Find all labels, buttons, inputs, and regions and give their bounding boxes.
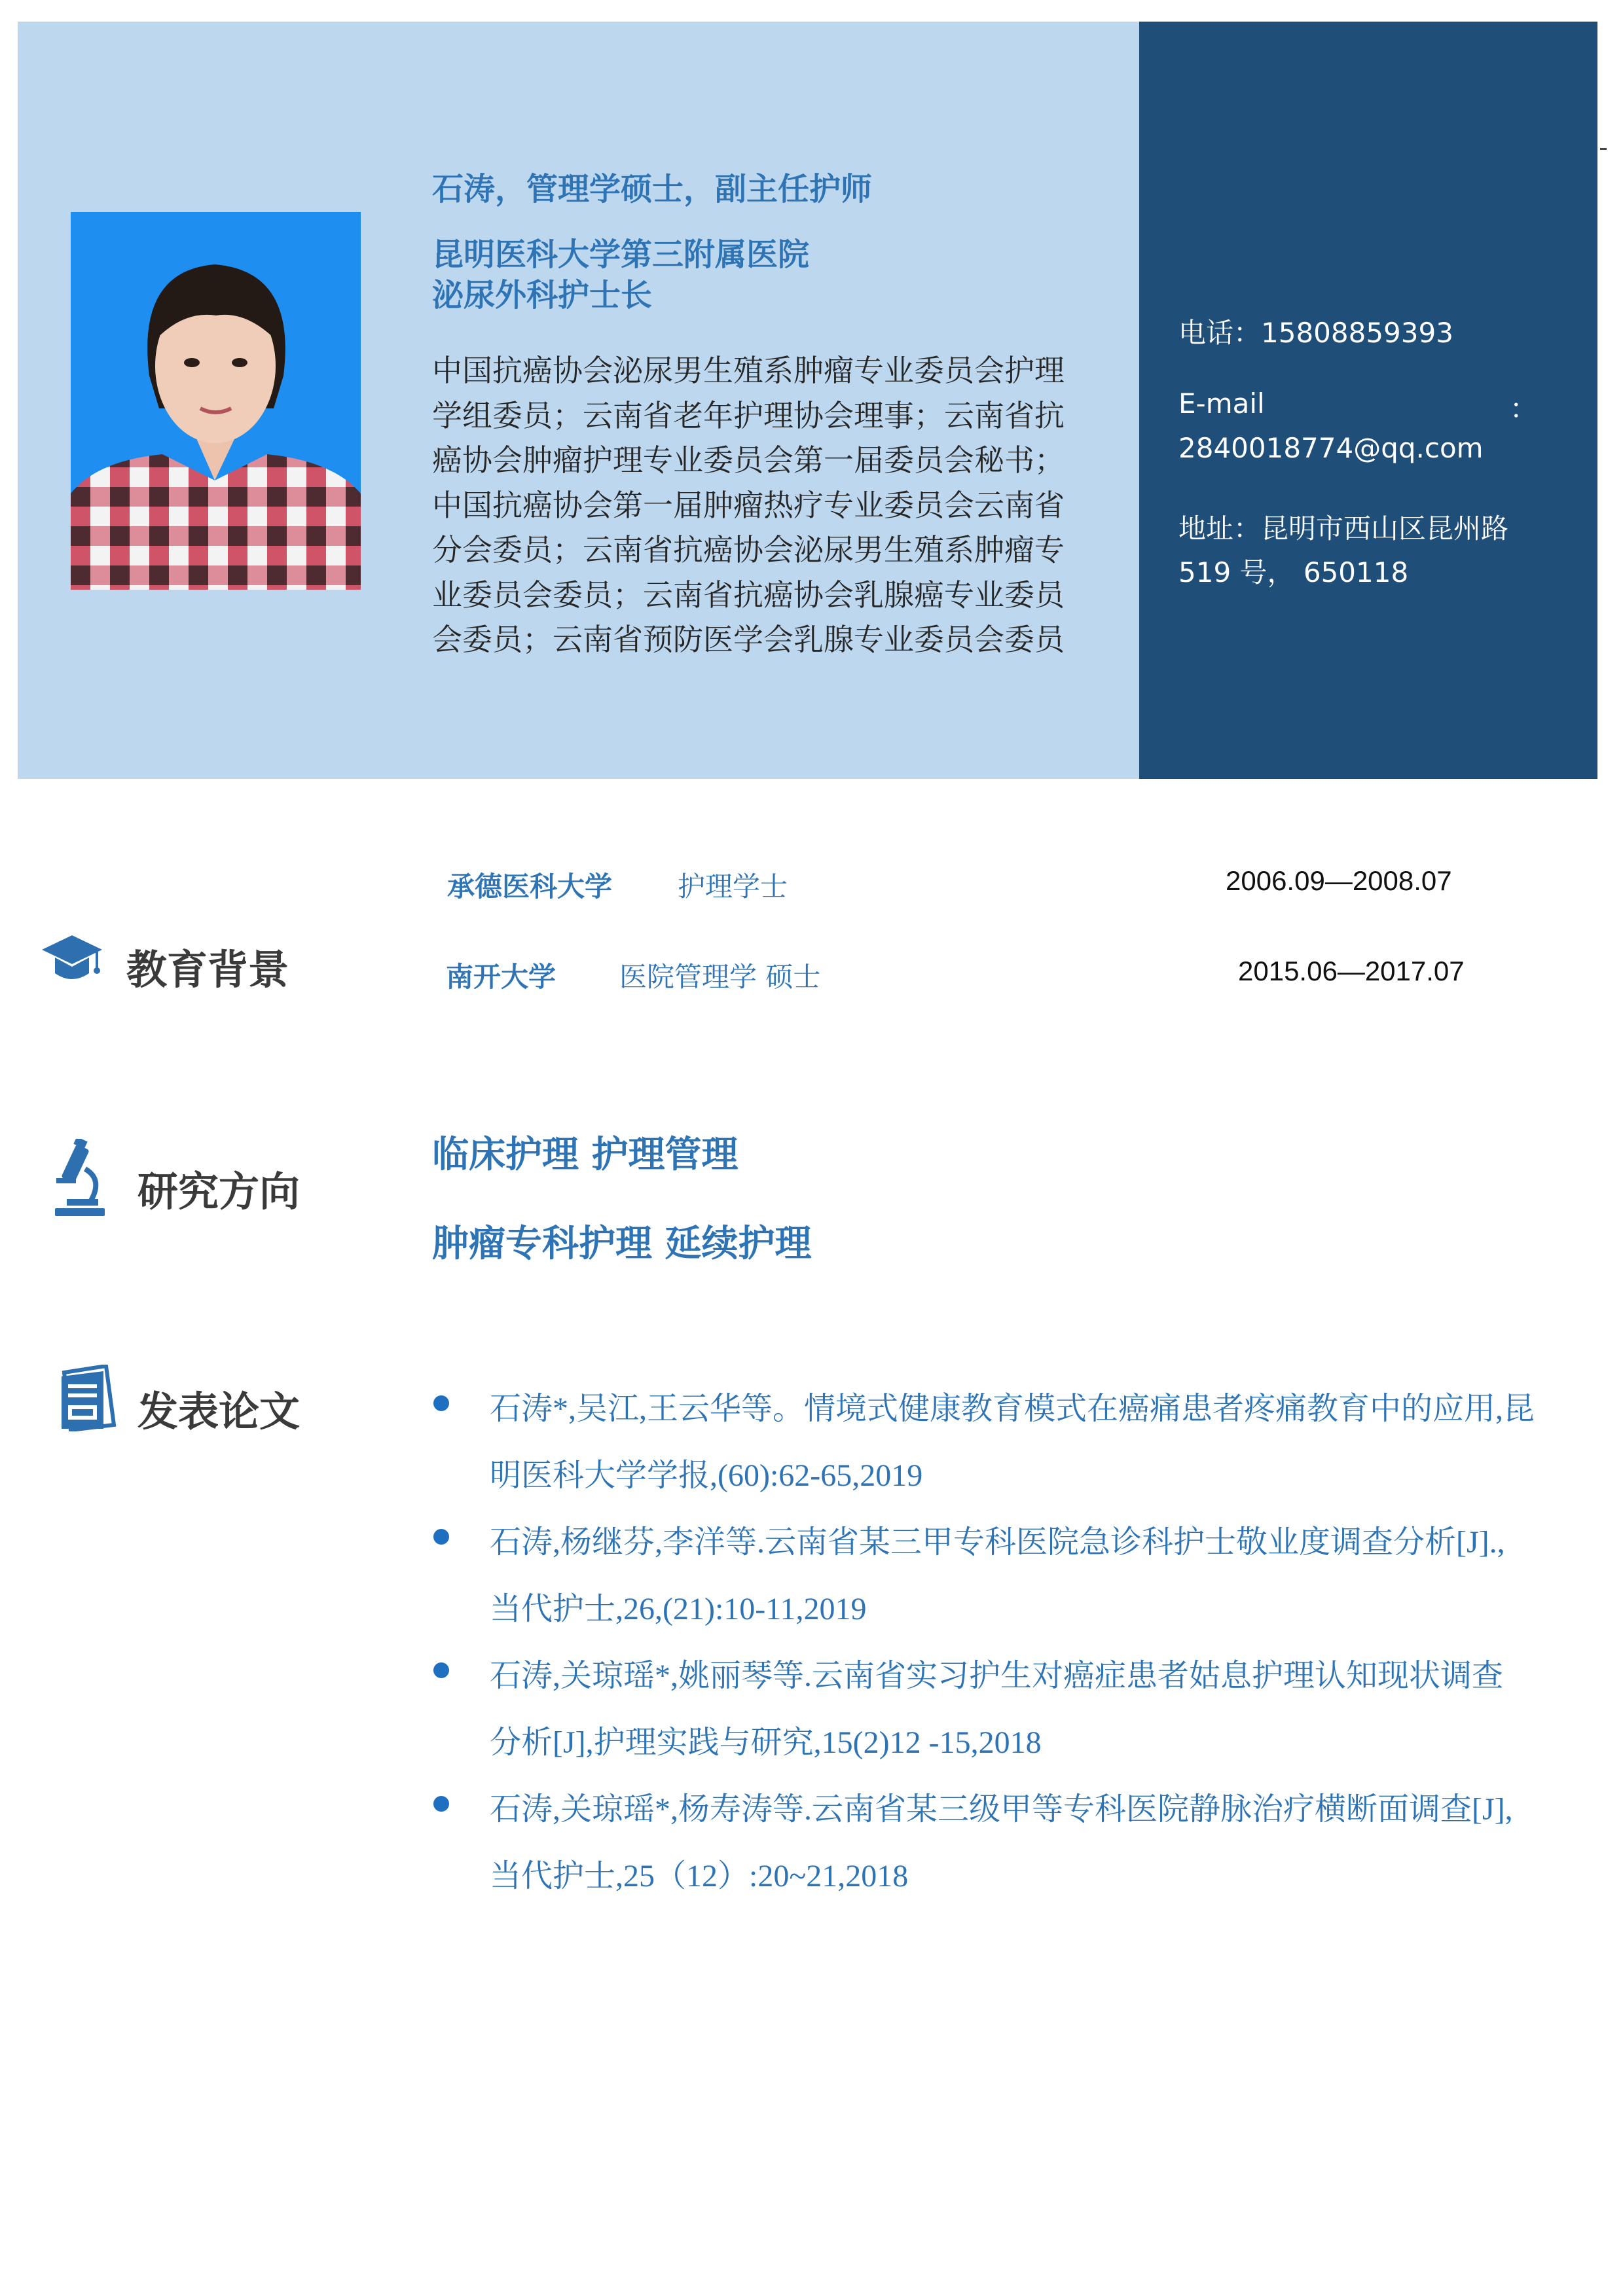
contact-address-line1: 地址：昆明市西山区昆州路 <box>1178 512 1509 545</box>
edge-mark <box>1600 148 1607 150</box>
bio-line: 业委员会委员；云南省抗癌协会乳腺癌专业委员 <box>432 577 1065 613</box>
bullet-icon <box>433 1395 449 1411</box>
name-title: 石涛，管理学硕士，副主任护师 <box>432 171 873 207</box>
bio-line: 癌协会肿瘤护理专业委员会第一届委员会秘书； <box>432 442 1065 478</box>
publications-title: 发表论文 <box>137 1388 301 1435</box>
hospital-name: 昆明医科大学第三附属医院 <box>432 236 810 273</box>
edu-period: 2015.06—2017.07 <box>1238 956 1465 986</box>
bio-line: 会委员；云南省预防医学会乳腺专业委员会委员 <box>432 622 1065 657</box>
bullet-icon <box>433 1662 449 1678</box>
contact-address-line2: 519 号， 650118 <box>1178 556 1409 588</box>
edu-period: 2006.09—2008.07 <box>1226 865 1452 896</box>
bio-line: 学组委员；云南省老年护理协会理事；云南省抗 <box>432 397 1065 433</box>
microscope-icon <box>51 1139 105 1220</box>
edu-degree: 医院管理学 硕士 <box>619 961 821 993</box>
edu-school: 承德医科大学 <box>447 870 613 903</box>
document-icon <box>60 1365 117 1434</box>
publication-text <box>490 1509 1590 1643</box>
contact-phone: 电话：15808859393 <box>1178 317 1453 349</box>
bio-line: 中国抗癌协会泌尿男生殖系肿瘤专业委员会护理 <box>432 353 1065 388</box>
education-title: 教育背景 <box>126 946 289 994</box>
research-line: 临床护理 护理管理 <box>432 1134 739 1176</box>
research-title: 研究方向 <box>137 1168 301 1215</box>
edu-school: 南开大学 <box>446 961 556 993</box>
contact-email-colon: ： <box>1510 393 1538 425</box>
publication-line: 石涛,杨继芬,李洋等.云南省某三甲专科医院急诊科护士敬业度调查分析[J]., <box>490 1525 1505 1560</box>
edu-degree: 护理学士 <box>678 870 788 903</box>
publication-line: 石涛,关琼瑶*,姚丽琴等.云南省实习护生对癌症患者姑息护理认知现状调查 <box>490 1659 1504 1693</box>
publication-line: 石涛,关琼瑶*,杨寿涛等.云南省某三级甲等专科医院静脉治疗横断面调查[J], <box>490 1792 1513 1827</box>
publication-line: 石涛*,吴江,王云华等。情境式健康教育模式在癌痛患者疼痛教育中的应用,昆 <box>490 1391 1535 1426</box>
department-position: 泌尿外科护士长 <box>432 277 653 314</box>
publication-line: 当代护士,26,(21):10-11,2019 <box>490 1592 867 1626</box>
publication-text <box>490 1643 1590 1776</box>
contact-email: 2840018774@qq.com <box>1178 432 1484 464</box>
bullet-icon <box>433 1796 449 1812</box>
publication-line: 明医科大学学报,(60):62-65,2019 <box>490 1458 923 1493</box>
profile-photo <box>71 212 361 590</box>
bio-line: 分会委员；云南省抗癌协会泌尿男生殖系肿瘤专 <box>432 532 1065 567</box>
publication-text <box>490 1376 1590 1509</box>
bio-line: 中国抗癌协会第一届肿瘤热疗专业委员会云南省 <box>432 487 1065 523</box>
publication-text <box>490 1776 1590 1910</box>
bio-text <box>432 348 1127 662</box>
publication-line: 分析[J],护理实践与研究,15(2)12 -15,2018 <box>490 1725 1042 1760</box>
research-line: 肿瘤专科护理 延续护理 <box>432 1223 812 1265</box>
graduation-cap-icon <box>41 933 103 988</box>
contact-email-label: E-mail <box>1178 387 1265 420</box>
bullet-icon <box>433 1529 449 1545</box>
publication-line: 当代护士,25（12）:20~21,2018 <box>490 1859 909 1893</box>
